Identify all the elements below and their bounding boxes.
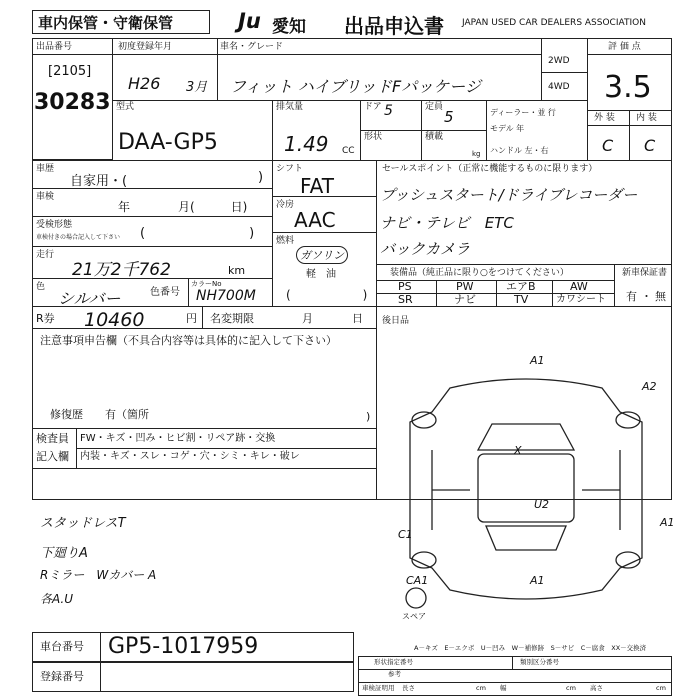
warranty-yes: 有 [626,290,637,303]
entry-label: 記入欄 [36,450,69,463]
after-date-label: 後日品 [382,316,410,326]
eq-ps: PS [398,280,412,293]
shaken-label: 車検 [36,192,55,202]
history-label: 車歴 [36,164,55,174]
length-label: 長さ [402,684,415,692]
chassis-label: 車台番号 [40,640,84,653]
damage-rear: A1 [530,574,545,587]
damage-right-front: A2 [642,380,657,393]
height-cm: cm [656,684,666,692]
doors-label: ドア [364,102,382,112]
fuel-value: ガソリン [296,246,348,264]
memo-1: スタッドレスT [40,516,126,531]
width-cm: cm [566,684,576,692]
r-ticket-yen: 円 [186,312,197,325]
warranty-no: 無 [655,290,666,303]
eq-aw: AW [570,280,588,293]
car-name-value: フィット ハイブリッドFパッケージ [230,77,481,96]
r-ticket-value: 10460 [84,309,145,331]
damage-top: A1 [530,354,545,367]
eq-navi: ナビ [454,293,476,306]
displacement-label: 排気量 [276,102,304,112]
sales-point-label: セールスポイント（正常に機能するものに限ります） [382,164,598,174]
mileage-unit: km [228,264,246,277]
fuel-label: 燃料 [276,236,295,246]
interior-label: 内 装 [636,113,657,123]
sales-point-3: バックカメラ [380,240,471,258]
dealer-label: ディーラー・並 行 [490,108,556,117]
height-label: 高さ [590,684,603,692]
lot-no-label: 出品番号 [36,42,73,52]
model-value: DAA-GP5 [118,130,218,155]
warranty-sep: ・ [641,290,652,303]
cooler-label: 冷房 [276,200,295,210]
history-close: ) [258,170,264,185]
eq-ab: エアB [506,280,536,293]
inspect-fw: FW・キズ・凹み・ヒビ割・リペア跡・交換 [80,433,276,444]
ju-logo: Ju [238,9,261,33]
mileage-value: 21万2千762 [72,260,171,280]
color-no-value: NH700M [196,288,256,304]
spare-label: スペア [402,612,426,621]
lot-bracket: [2105] [48,64,92,79]
brand-text: 愛知 [272,17,306,37]
exterior-label: 外 装 [594,113,615,123]
cc-label: CC [342,146,355,156]
fuel-paren: ( ) [286,288,368,302]
notes-title: 注意事項申告欄（不具合内容等は具体的に記入して下さい） [40,334,337,347]
inspector-label: 検査員 [36,432,69,445]
color-value: シルバー [58,289,121,308]
mileage-label: 走行 [36,250,55,260]
capacity-value: 5 [444,108,454,126]
model-label: 型式 [116,102,135,112]
sales-point-2: ナビ・テレビ ETC [380,214,514,232]
association-name: JAPAN USED CAR DEALERS ASSOCIATION [462,18,646,28]
capacity-label: 定員 [425,102,444,112]
length-cm: cm [476,684,486,692]
reg-year-value: H26 [128,74,161,93]
lot-number: 30283 [34,90,111,115]
car-damage-diagram [380,350,672,630]
displacement-value: 1.49 [284,132,329,156]
name-change-month: 月 [302,312,313,325]
car-name-label: 車名・グレード [220,42,284,52]
memo-2: 下廻りA [40,546,88,561]
reg-label: 登録番号 [40,670,84,683]
reg-cert-label: 車検証明用 [362,684,395,692]
shape-label: 形状 [364,132,383,142]
top-left-title: 車内保管・守衛保管 [38,14,174,32]
new-warranty-label: 新車保証書 [622,268,668,278]
eq-seat: カワシート [556,294,606,305]
shift-value: FAT [300,174,335,198]
eq-pw: PW [456,280,474,293]
damage-left-rear: CA1 [406,574,429,587]
doors-value: 5 [384,103,393,119]
repair-history: 修復歴 有（箇所 [50,408,149,421]
damage-roof: X [514,444,522,457]
2wd-label: 2WD [548,56,570,66]
shaken-ym: 年 月( 日) [118,200,248,214]
memo-3: Rミラー Wカバー A [40,568,157,582]
4wd-label: 4WD [548,82,570,92]
color-label: 色 [36,282,46,292]
kg-label: kg [472,150,481,158]
first-reg-label: 初度登録年月 [118,42,173,52]
load-label: 積載 [425,132,444,142]
chassis-value: GP5-1017959 [108,634,259,659]
handle-label: ハンドル 左・右 [490,146,549,155]
damage-legend: A－キズ E－エクボ U－凹み W－補修跡 S－サビ C－腐食 XX－交換済 [414,644,647,652]
rating-label: 評 価 点 [608,42,641,52]
name-change-day: 日 [352,312,363,325]
reference-label: 参考 [388,670,401,678]
color-no-label: 色番号 [150,287,180,298]
interior-grade: C [644,136,656,155]
damage-right: A1 [660,516,675,529]
history-value: 自家用・( [70,174,128,189]
repair-close: ) [366,410,371,423]
name-change-label: 名変期限 [210,312,254,325]
receiving-paren: ( ) [140,226,255,241]
eq-tv: TV [514,293,529,306]
form-specified-label: 形状指定番号 [374,658,413,666]
r-ticket-label: R券 [36,312,55,325]
damage-left: C1 [398,528,413,541]
fuel-diesel: 軽 油 [306,269,336,280]
eq-sr: SR [398,293,413,306]
receiving-label: 受検形態 [36,220,73,230]
equipment-label: 装備品（純正品に限り○をつけてください） [390,268,569,278]
receiving-note: 車検付きの場合記入して下さい [36,234,121,241]
reg-month-value: 3月 [186,80,208,95]
width-label: 幅 [500,684,507,692]
color-no2-label: カラーNo [191,280,222,288]
memo-4: 各A.U [40,592,74,606]
cooler-value: AAC [294,208,336,232]
inspect-in: 内装・キズ・スレ・コゲ・穴・シミ・キレ・破レ [80,451,300,462]
class-no-label: 類別区分番号 [520,658,559,666]
rating-value: 3.5 [604,70,652,105]
form-title: 出品申込書 [344,14,444,38]
damage-center: U2 [534,498,550,511]
sales-point-1: プッシュスタート/ドライブレコーダー [380,186,638,204]
shift-label: シフト [276,164,304,174]
exterior-grade: C [602,136,614,155]
model-year-label: モデル 年 [490,124,525,133]
